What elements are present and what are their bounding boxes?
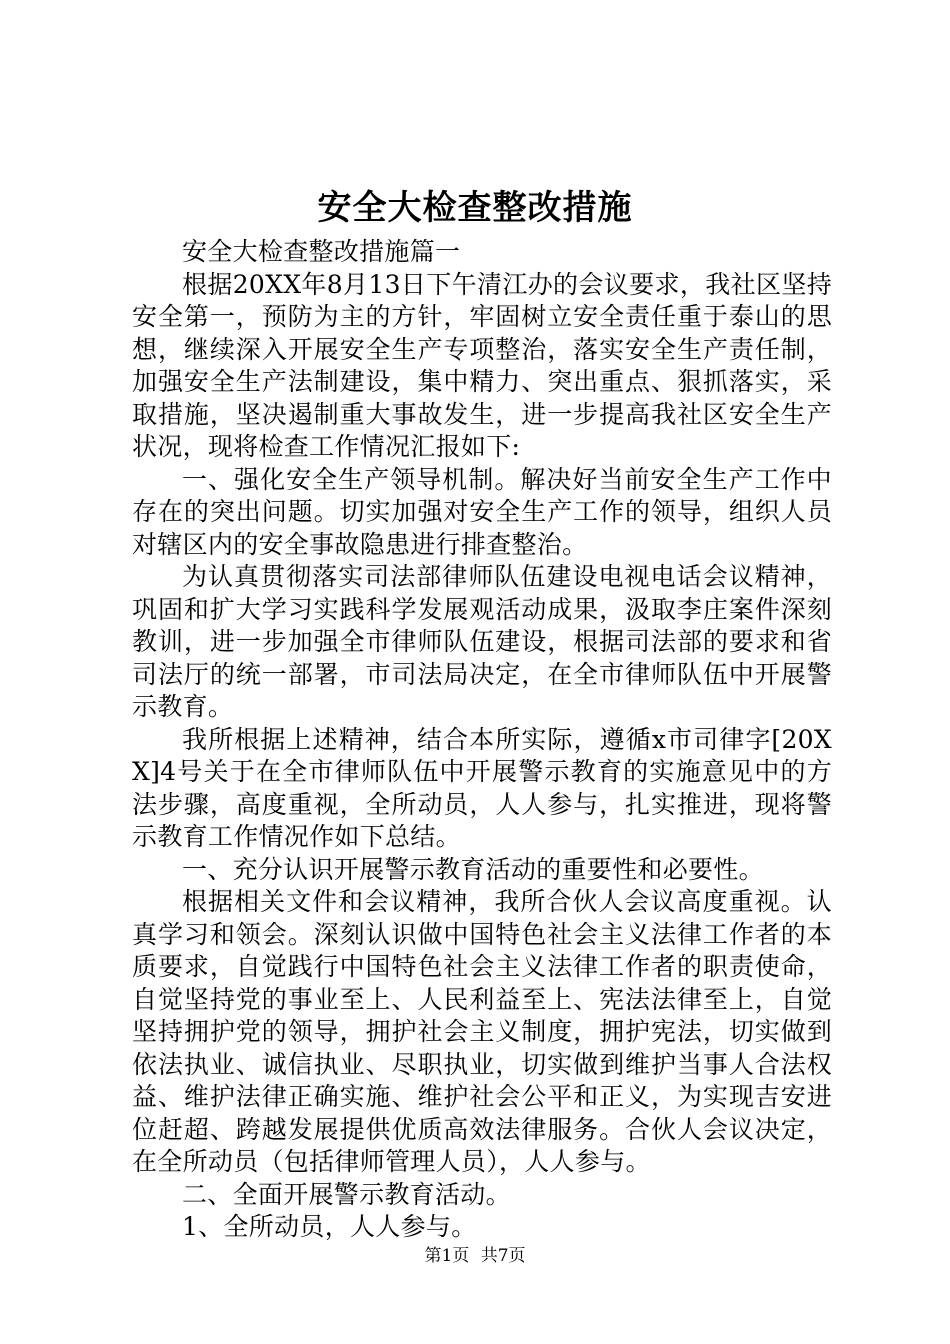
page-total: 共7页 [480,1246,526,1266]
section-heading: 一、充分认识开展警示教育活动的重要性和必要性。 [182,854,764,884]
subtitle-paragraph: 安全大检查整改措施篇一 [182,237,461,266]
document-body [132,236,832,1244]
page-footer [0,1244,950,1268]
body-paragraph: 根据20XX年8月13日下午清江办的会议要求，我社区坚持安全第一，预防为主的方针，牢固树立安全责任重于泰山的思想，继续深入开展安全生产专项整治，落实安全生产责任制，加强安全生产法制建设，集中精力、突出重点、狠抓落实，采取措施，坚决遏制重大事故发生，进一步提高我社区安全生产状况，现将检查工作情况汇报如下: [132,269,832,461]
body-paragraph: 根据相关文件和会议精神，我所合伙人会议高度重视。认真学习和领会。深刻认识做中国特色社会主义法律工作者的本质要求，自觉践行中国特色社会主义法律工作者的职责使命，自觉坚持党的事业至上、人民利益至上、宪法法律至上，自觉坚持拥护党的领导，拥护社会主义制度，拥护宪法，切实做到依法执业、诚信执业、尽职执业，切实做到维护当事人合法权益、维护法律正确实施、维护社会公平和正义，为实现吉安进位赶超、跨越发展提供优质高效法律服务。合伙人会议决定，在全所动员（包括律师管理人员），人人参与。 [132,887,832,1176]
list-item: 1、全所动员，人人参与。 [182,1212,477,1241]
page-number: 第1页 [424,1246,470,1266]
document-title: 安全大检查整改措施 [317,188,633,228]
body-paragraph: 为认真贯彻落实司法部律师队伍建设电视电话会议精神，巩固和扩大学习实践科学发展观活动成果，汲取李庄案件深刻教训，进一步加强全市律师队伍建设，根据司法部的要求和省司法厅的统一部署，市司法局决定，在全市律师队伍中开展警示教育。 [132,562,832,721]
body-paragraph: 一、强化安全生产领导机制。解决好当前安全生产工作中存在的突出问题。切实加强对安全生产工作的领导，组织人员对辖区内的安全事故隐患进行排查整治。 [132,464,832,559]
body-paragraph: 我所根据上述精神，结合本所实际，遵循x市司律字[20XX]4号关于在全市律师队伍中开展警示教育的实施意见中的方法步骤，高度重视，全所动员，人人参与，扎实推进，现将警示教育工作情况作如下总结。 [132,724,832,851]
section-heading: 二、全面开展警示教育活动。 [182,1179,511,1209]
